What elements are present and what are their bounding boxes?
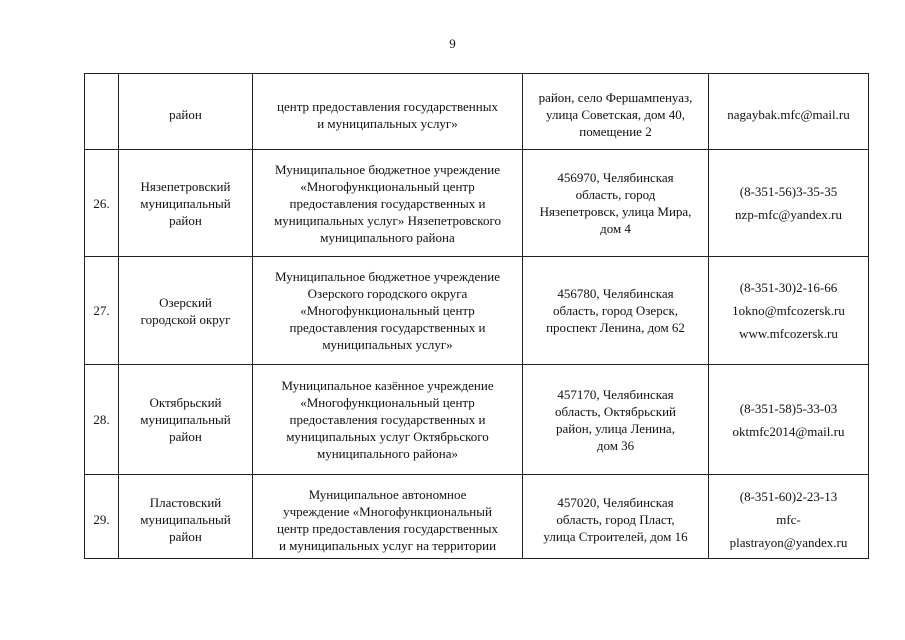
contacts (709, 475, 869, 559)
organization-name-line: предоставления государственных и (289, 412, 486, 427)
address-line: улица Строителей, дом 16 (543, 529, 688, 544)
district-name-line: муниципальный (140, 412, 231, 427)
row-number: 29. (85, 475, 119, 559)
address-line: 457020, Челябинская (557, 495, 674, 510)
address-line: 456780, Челябинская (557, 286, 674, 301)
contact-line: (8-351-30)2-16-66 (739, 280, 838, 295)
district-name (119, 365, 253, 475)
table-row (85, 365, 869, 475)
district-name (119, 475, 253, 559)
organization-name-line: учреждение «Многофункциональный (283, 503, 492, 519)
address-line: дом 4 (600, 221, 631, 236)
contact-line: nagaybak.mfc@mail.ru (727, 107, 850, 122)
organization-name-line: «Многофункциональный центр (300, 178, 475, 194)
contact-line: oktmfc2014@mail.ru (732, 423, 845, 439)
contacts (709, 365, 869, 475)
address (523, 365, 709, 475)
organization-name-line: муниципального района (320, 229, 455, 245)
organization-name (253, 365, 523, 475)
organization-name-line: «Многофункциональный центр (300, 303, 475, 318)
district-name (119, 257, 253, 365)
district-name-line: район (169, 529, 202, 544)
organization-name-line: предоставления государственных и (289, 320, 486, 335)
district-name (119, 74, 253, 150)
address-line: область, город (575, 187, 656, 202)
organization-name (253, 150, 523, 257)
organization-name-line: Озерского городского округа (307, 286, 468, 301)
contacts (709, 257, 869, 365)
contact-line: nzp-mfc@yandex.ru (735, 207, 842, 222)
address-line: область, город Озерск, (552, 303, 679, 318)
contact-line: (8-351-56)3-35-35 (739, 184, 838, 199)
organization-name-line: центр предоставления государственных (277, 98, 498, 114)
organization-name-line: Муниципальное бюджетное учреждение (275, 161, 500, 177)
address-line: район, улица Ленина, (556, 420, 675, 436)
address-line: область, Октябрьский (555, 403, 676, 419)
district-name-line: Пластовский (149, 495, 222, 510)
district-name (119, 150, 253, 257)
district-name-line: район (169, 429, 202, 444)
address-line: район, село Фершампенуаз, (538, 90, 693, 105)
district-name-line: Октябрьский (149, 395, 222, 410)
address-line: помещение 2 (579, 124, 652, 139)
organization-name-line: «Многофункциональный центр (300, 395, 475, 410)
contact-line: www.mfcozersk.ru (739, 326, 838, 341)
district-name-line: муниципальный (140, 512, 231, 527)
district-name-line: район (169, 212, 202, 228)
mfc-registry-table (84, 73, 869, 559)
table-row (85, 257, 869, 365)
district-name-line: Озерский (159, 294, 212, 310)
organization-name-line: муниципальных услуг Октябрьского (286, 429, 489, 444)
address-line: Нязепетровск, улица Мира, (539, 204, 692, 219)
contact-line: (8-351-60)2-23-13 (739, 489, 838, 504)
row-number (85, 74, 119, 150)
table-row (85, 74, 869, 150)
address-line: 456970, Челябинская (557, 170, 674, 185)
address (523, 150, 709, 257)
table-row (85, 475, 869, 559)
district-name-line: муниципальный (140, 195, 231, 211)
address (523, 475, 709, 559)
organization-name-line: и муниципальных услуг» (317, 115, 458, 131)
organization-name (253, 257, 523, 365)
row-number: 28. (85, 365, 119, 475)
contact-line: plastrayon@yandex.ru (729, 535, 848, 550)
organization-name-line: муниципальных услуг» (322, 337, 453, 352)
address-line: 457170, Челябинская (557, 386, 674, 402)
address-line: область, город Пласт, (556, 512, 675, 527)
organization-name-line: центр предоставления государственных (277, 520, 498, 536)
organization-name-line: Муниципальное казённое учреждение (281, 378, 494, 393)
row-number: 26. (85, 150, 119, 257)
organization-name-line: предоставления государственных и (289, 195, 486, 211)
page-number: 9 (449, 36, 456, 51)
contacts (709, 74, 869, 150)
district-name-line: Нязепетровский (140, 178, 231, 194)
address-line: улица Советская, дом 40, (546, 107, 685, 122)
contact-line: (8-351-58)5-33-03 (739, 400, 838, 416)
address (523, 257, 709, 365)
district-name-line: городской округ (140, 311, 231, 327)
address-line: дом 36 (596, 437, 635, 453)
table-row (85, 150, 869, 257)
district-name-line: район (169, 107, 202, 122)
organization-name-line: Муниципальное автономное (308, 486, 467, 502)
organization-name (253, 74, 523, 150)
address-line: проспект Ленина, дом 62 (546, 320, 685, 335)
organization-name-line: муниципальных услуг» Нязепетровского (274, 212, 501, 228)
address (523, 74, 709, 150)
organization-name-line: и муниципальных услуг на территории (278, 537, 497, 553)
organization-name (253, 475, 523, 559)
organization-name-line: муниципального района» (317, 446, 458, 461)
contact-line: mfc- (776, 512, 801, 527)
contacts (709, 150, 869, 257)
contact-line: 1okno@mfcozersk.ru (732, 303, 845, 318)
row-number: 27. (85, 257, 119, 365)
organization-name-line: Муниципальное бюджетное учреждение (275, 269, 500, 284)
